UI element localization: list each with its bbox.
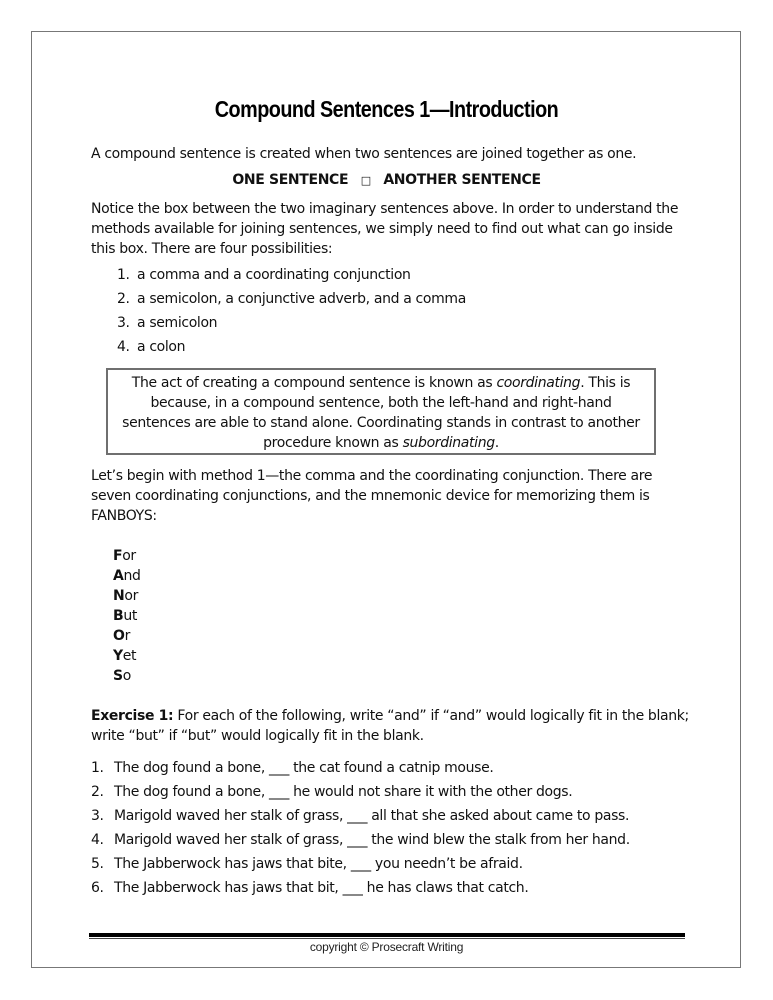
footer-rule-thin	[89, 938, 685, 939]
intro-paragraph: A compound sentence is created when two sentences are joined together as one.	[91, 146, 637, 162]
list-item: And	[113, 568, 141, 584]
list-item: Nor	[113, 588, 138, 604]
exercise-item: 4. Marigold waved her stalk of grass, ___ the wind blew the stalk from her hand.	[91, 832, 630, 848]
fanboys-list	[113, 546, 141, 686]
list-item: But	[113, 608, 137, 624]
list-item: 1. a comma and a coordinating conjunction	[117, 267, 411, 283]
exercise-item: 6. The Jabberwock has jaws that bit, ___ he has claws that catch.	[91, 880, 529, 896]
list-item: Or	[113, 628, 130, 644]
exercise-list	[91, 758, 630, 902]
exercise-item: 2. The dog found a bone, ___ he would not share it with the other dogs.	[91, 784, 573, 800]
notice-paragraph: Notice the box between the two imaginary sentences above. In order to understand the methods available for joining sentences, we simply need to find out what can go inside this box. There are four possibilities:	[91, 201, 679, 257]
term-coordinating: coordinating	[496, 375, 581, 391]
formula-left: ONE SENTENCE	[232, 172, 349, 188]
footer-rule-thick	[89, 933, 685, 937]
list-item: 4. a colon	[117, 339, 186, 355]
list-item: 3. a semicolon	[117, 315, 218, 331]
formula-right: ANOTHER SENTENCE	[383, 172, 541, 188]
formula-line	[0, 170, 773, 191]
possibilities-list	[117, 265, 466, 361]
exercise-item: 5. The Jabberwock has jaws that bite, ___ you needn’t be afraid.	[91, 856, 523, 872]
list-item: So	[113, 668, 131, 684]
box-icon: □	[360, 174, 371, 187]
exercise-item: 1. The dog found a bone, ___ the cat found a catnip mouse.	[91, 760, 494, 776]
list-item: 2. a semicolon, a conjunctive adverb, and a comma	[117, 291, 466, 307]
exercise-label: Exercise 1:	[91, 708, 174, 724]
copyright-footer: copyright © Prosecraft Writing	[309, 940, 464, 954]
exercise-instructions: Exercise 1: For each of the following, write “and” if “and” would logically fit in the blank; write “but” if “but” would logically fit in the blank.	[91, 708, 689, 744]
method-paragraph: Let’s begin with method 1—the comma and the coordinating conjunction. There are seven coordinating conjunctions, and the mnemonic device for memorizing them is FANBOYS:	[91, 468, 653, 524]
page-title: Compound Sentences 1—Introduction	[214, 96, 559, 122]
exercise-item: 3. Marigold waved her stalk of grass, ___ all that she asked about came to pass.	[91, 808, 630, 824]
list-item: For	[113, 548, 136, 564]
term-subordinating: subordinating	[402, 435, 495, 451]
coordinating-callout-box: The act of creating a compound sentence is known as coordinating. This is because, in a compound sentence, both the left-hand and right-hand sentences are able to stand alone. Coordinating stands in contrast to another procedure known as subordinating.	[106, 368, 656, 455]
list-item: Yet	[113, 648, 137, 664]
